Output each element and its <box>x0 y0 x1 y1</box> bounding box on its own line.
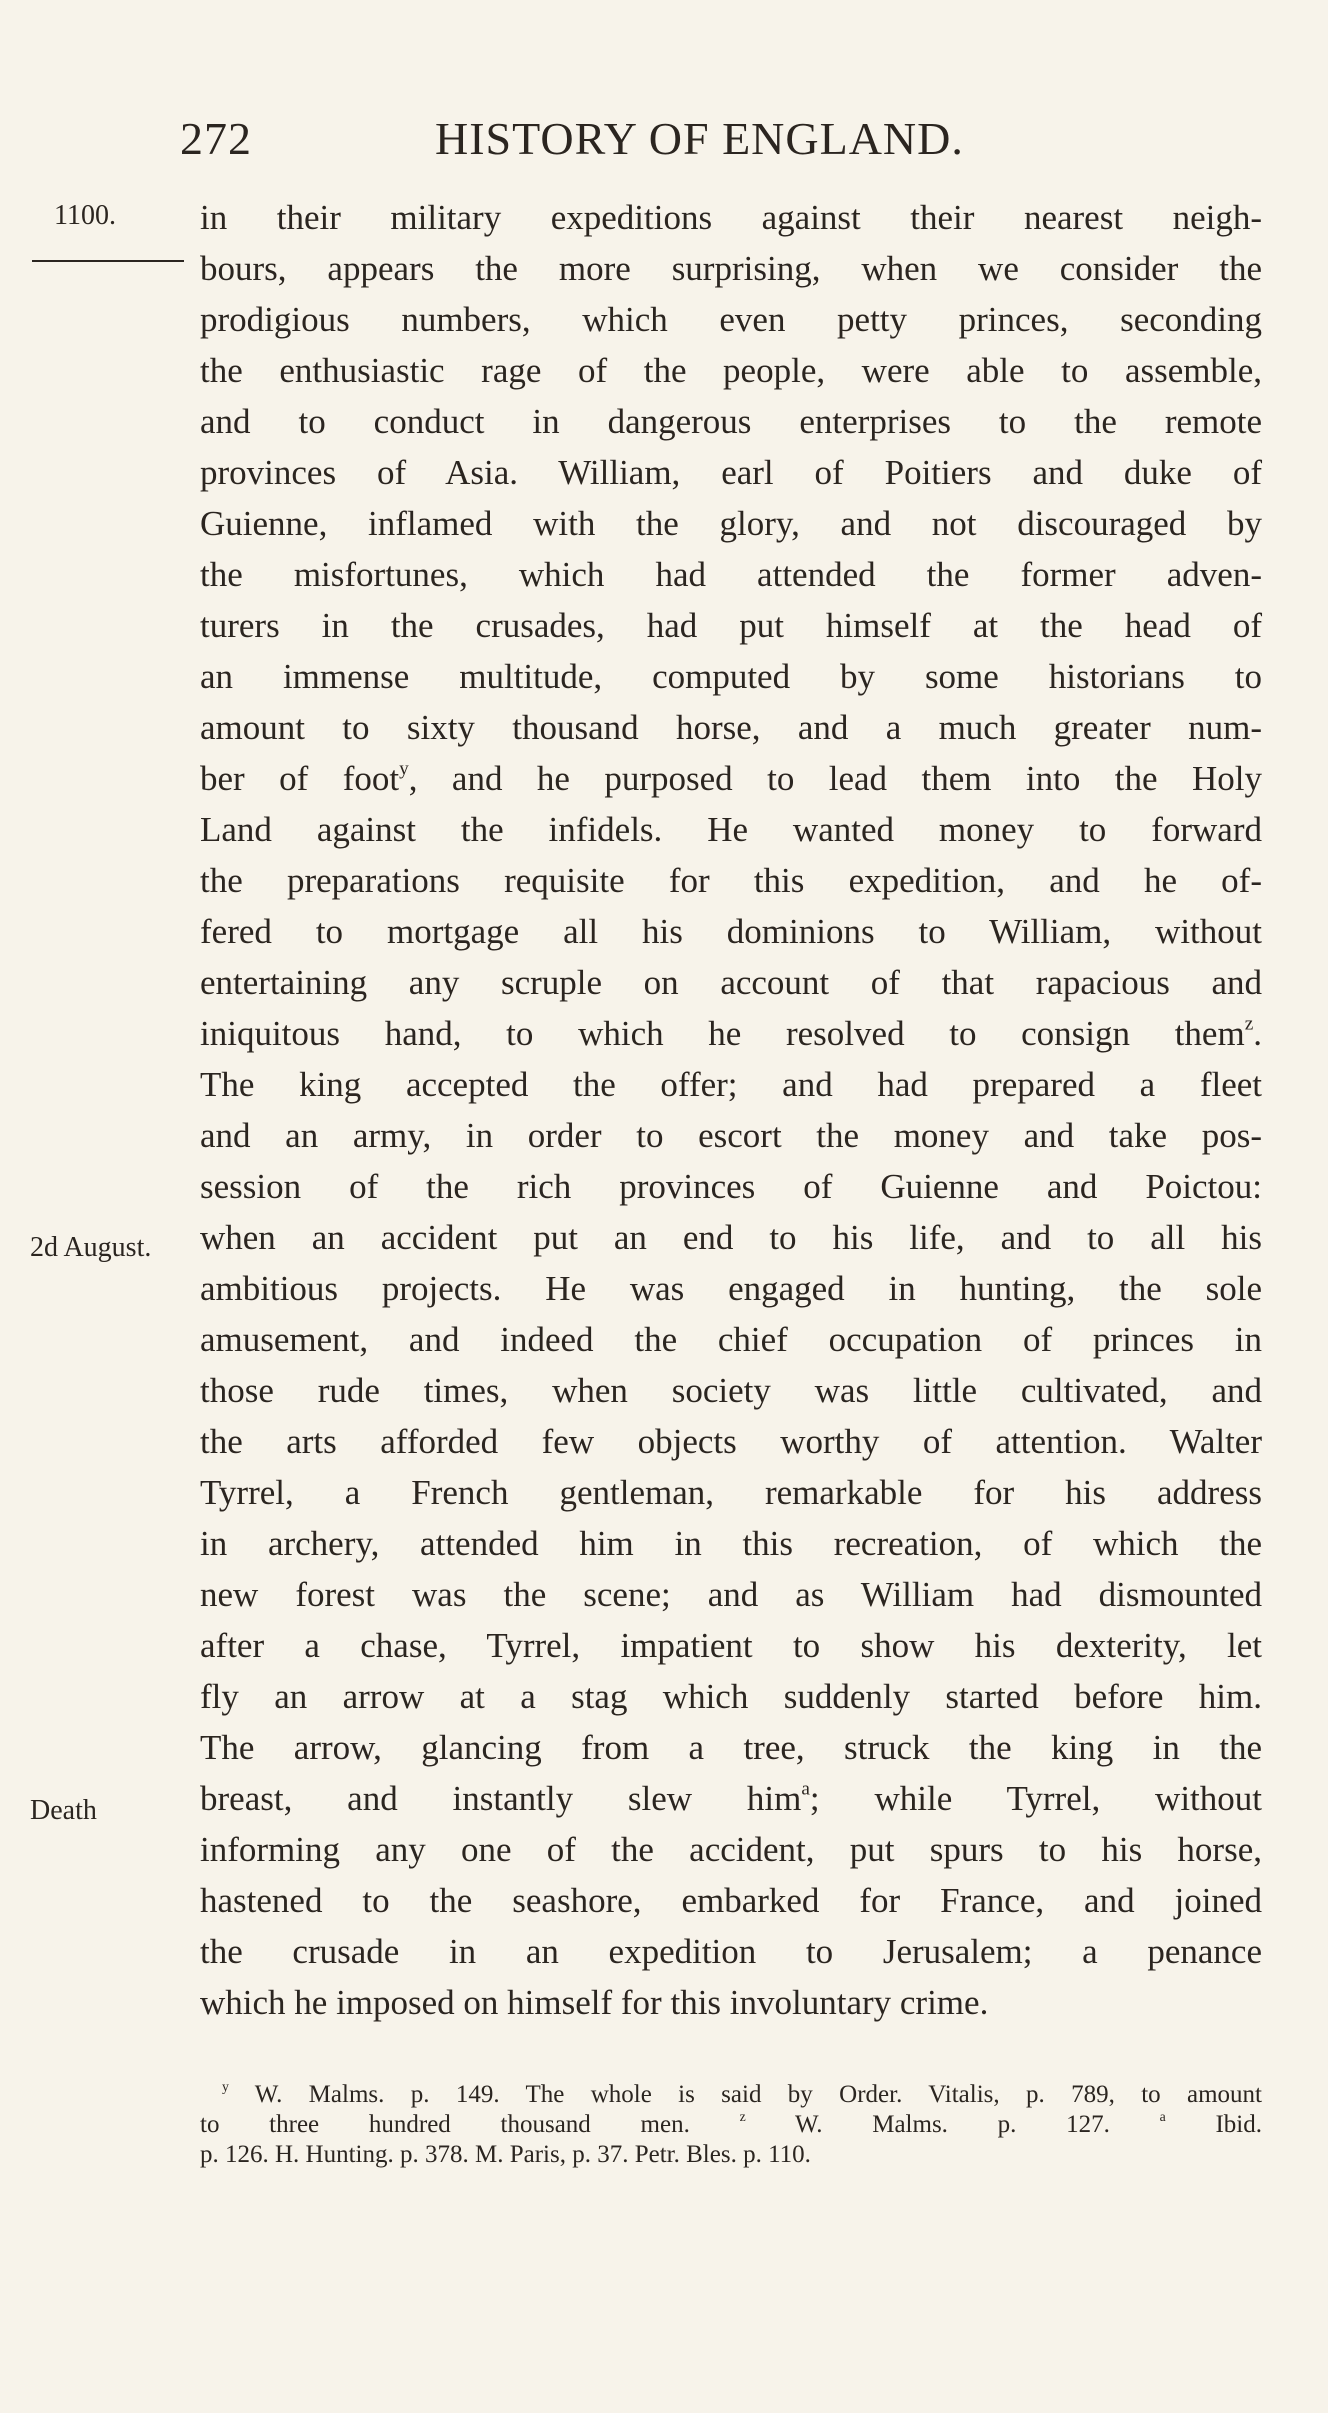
text-line: turers in the crusades, had put himself at the head of <box>200 606 1262 645</box>
footnote-text: W. Malms. p. 127. <box>794 2111 1110 2138</box>
margin-rule <box>32 260 184 262</box>
footnote-ref-a: a <box>1159 2109 1166 2124</box>
text-line: The king accepted the offer; and had prepared a fleet <box>200 1065 1262 1104</box>
text-line: Tyrrel, a French gentleman, remarkable for his address <box>200 1473 1262 1512</box>
text-line: the crusade in an expedition to Jerusalem; a penance <box>200 1932 1262 1971</box>
text-line <box>200 1008 1262 1059</box>
text-line: session of the rich provinces of Guienne and Poictou: <box>200 1167 1262 1206</box>
text-line: new forest was the scene; and as William had dismounted <box>200 1575 1262 1614</box>
footnote-text <box>1160 2111 1262 2138</box>
text-fragment: breast, and instantly slew him <box>200 1779 802 1818</box>
text-line: hastened to the seashore, embarked for France, and joined <box>200 1881 1262 1920</box>
footnote-line <box>200 2110 1262 2140</box>
text-line: the misfortunes, which had attended the former adven- <box>200 555 1262 594</box>
text-line: which he imposed on himself for this involuntary crime. <box>200 1983 989 2022</box>
margin-date: 2d August. <box>30 1232 152 1263</box>
margin-year: 1100. <box>54 200 116 231</box>
text-fragment: . <box>1253 1014 1262 1053</box>
page-number: 272 <box>180 113 252 164</box>
text-line: amusement, and indeed the chief occupation of princes in <box>200 1320 1262 1359</box>
text-fragment: ; while Tyrrel, without <box>809 1779 1262 1818</box>
text-line: prodigious numbers, which even petty princes, seconding <box>200 300 1262 339</box>
footnote-text: Ibid. <box>1215 2111 1262 2138</box>
text-line: the preparations requisite for this expedition, and he of- <box>200 861 1262 900</box>
text-line: fly an arrow at a stag which suddenly started before him. <box>200 1677 1262 1716</box>
footnote-text: W. Malms. p. 149. The whole is said by Order. Vitalis, p. 789, to amount <box>254 2081 1262 2108</box>
body-text <box>200 192 1262 2028</box>
text-line: the enthusiastic rage of the people, were able to assemble, <box>200 351 1262 390</box>
text-line: and an army, in order to escort the money and take pos- <box>200 1116 1262 1155</box>
text-line: ambitious projects. He was engaged in hunting, the sole <box>200 1269 1262 1308</box>
text-line: an immense multitude, computed by some historians to <box>200 657 1262 696</box>
page-header <box>180 112 1250 172</box>
footnote-text: to three hundred thousand men. <box>200 2111 690 2138</box>
text-fragment: , and he purposed to lead them into the Holy <box>408 759 1262 798</box>
text-line: provinces of Asia. William, earl of Poitiers and duke of <box>200 453 1262 492</box>
text-line: entertaining any scruple on account of that rapacious and <box>200 963 1262 1002</box>
text-line: informing any one of the accident, put spurs to his horse, <box>200 1830 1262 1869</box>
footnote-line: p. 126. H. Hunting. p. 378. M. Paris, p. 37. Petr. Bles. p. 110. <box>200 2141 811 2168</box>
text-line <box>200 1773 1262 1824</box>
text-line <box>200 753 1262 804</box>
footnote-ref-z: z <box>739 2109 746 2124</box>
text-line: The arrow, glancing from a tree, struck the king in the <box>200 1728 1262 1767</box>
footnote-text <box>740 2111 1110 2138</box>
text-line: after a chase, Tyrrel, impatient to show his dexterity, let <box>200 1626 1262 1665</box>
text-line: the arts afforded few objects worthy of attention. Walter <box>200 1422 1262 1461</box>
text-fragment: iniquitous hand, to which he resolved to consign them <box>200 1014 1245 1053</box>
footnote-mark-a: a <box>801 1778 810 1800</box>
margin-death: Death <box>30 1795 97 1826</box>
text-line: and to conduct in dangerous enterprises to the remote <box>200 402 1262 441</box>
text-line: in archery, attended him in this recreation, of which the <box>200 1524 1262 1563</box>
text-line: in their military expeditions against their nearest neigh- <box>200 198 1262 237</box>
text-line: Guienne, inflamed with the glory, and not discouraged by <box>200 504 1262 543</box>
footnotes <box>200 2080 1262 2170</box>
footnote-mark-z: z <box>1244 1013 1254 1035</box>
text-line: fered to mortgage all his dominions to William, without <box>200 912 1262 951</box>
footnote-ref-y: y <box>222 2079 229 2094</box>
text-line: bours, appears the more surprising, when we consider the <box>200 249 1262 288</box>
text-fragment: ber of foot <box>200 759 400 798</box>
text-line: when an accident put an end to his life, and to all his <box>200 1218 1262 1257</box>
footnote-line <box>200 2080 1262 2110</box>
footnote-mark-y: y <box>399 758 409 780</box>
text-line: Land against the infidels. He wanted money to forward <box>200 810 1262 849</box>
text-line: those rude times, when society was little cultivated, and <box>200 1371 1262 1410</box>
text-line: amount to sixty thousand horse, and a much greater num- <box>200 708 1262 747</box>
running-title: HISTORY OF ENGLAND. <box>435 113 964 164</box>
